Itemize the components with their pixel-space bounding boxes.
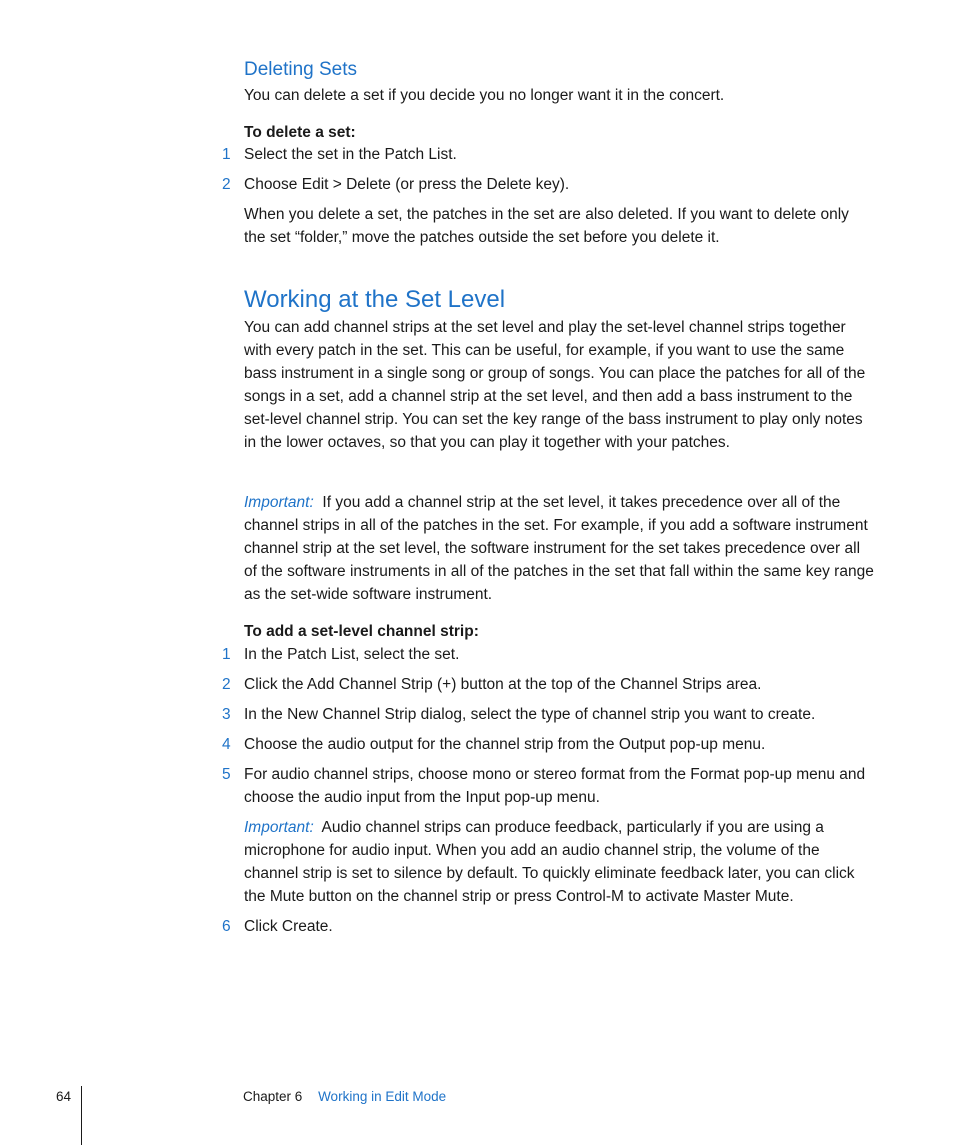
important-text: Audio channel strips can produce feedback, particularly if you are using a microphone for audio input. When you add an audio channel strip, the volume of the channel strip is set to silence by default. To quickly eliminate feedback later, you can click the Mute button on the channel strip or press Control-M to activate Master Mute. [244,819,855,905]
important-label: Important: [244,819,314,836]
task-title-add-channel-strip: To add a set-level channel strip: [244,623,479,640]
step-number: 1 [222,146,231,163]
section-heading-deleting-sets: Deleting Sets [244,59,358,80]
step-number: 3 [222,706,231,723]
footer-divider [81,1086,82,1145]
page-number: 64 [56,1089,72,1104]
step-text: Click Create. [244,918,333,935]
step-number: 1 [222,646,231,663]
step-number: 4 [222,736,231,753]
deleting-sets-intro: You can delete a set if you decide you no longer want it in the concert. [244,87,725,104]
set-level-intro: You can add channel strips at the set level and play the set-level channel strips together with every patch in the set. This can be useful, for example, if you want to use the same bass instrument in a single song or group of songs. You can place the patches for all of the songs in a set, add a channel strip at the set level, and then add a bass instrument to the set-level channel strip. You can set the key range of the bass instrument to play only notes in the lower octaves, so that you can play it together with your patches. [244,319,866,451]
step-text: In the Patch List, select the set. [244,646,460,663]
step-number: 5 [222,766,231,783]
step-text: For audio channel strips, choose mono or stereo format from the Format pop-up menu and choose the audio input from the Input pop-up menu. [244,766,866,806]
step-text: Click the Add Channel Strip (+) button at the top of the Channel Strips area. [244,676,762,693]
important-label: Important: [244,494,314,511]
step-text: In the New Channel Strip dialog, select the type of channel strip you want to create. [244,706,816,723]
important-note [244,491,874,606]
task-title-delete-set: To delete a set: [244,124,356,141]
step-text: Choose Edit > Delete (or press the Delete key). [244,176,570,193]
step-number: 2 [222,176,231,193]
delete-set-note: When you delete a set, the patches in the set are also deleted. If you want to delete only the set “folder,” move the patches outside the set before you delete it. [244,206,849,246]
step-number: 6 [222,918,231,935]
important-text: If you add a channel strip at the set level, it takes precedence over all of the channel strips in all of the patches in the set. For example, if you add a software instrument channel strip at the set level, the software instrument for the set takes precedence over all of the software instruments in all of the patches in the set that fall within the same key range as the set-wide software instrument. [244,494,874,603]
chapter-title: Working in Edit Mode [318,1089,447,1104]
step5-important-note [244,816,874,908]
step-number: 2 [222,676,231,693]
step-text: Select the set in the Patch List. [244,146,457,163]
section-heading-working-at-set-level: Working at the Set Level [244,286,506,313]
step-text: Choose the audio output for the channel strip from the Output pop-up menu. [244,736,766,753]
chapter-label: Chapter 6 [243,1089,303,1104]
footer-chapter [243,1088,446,1106]
